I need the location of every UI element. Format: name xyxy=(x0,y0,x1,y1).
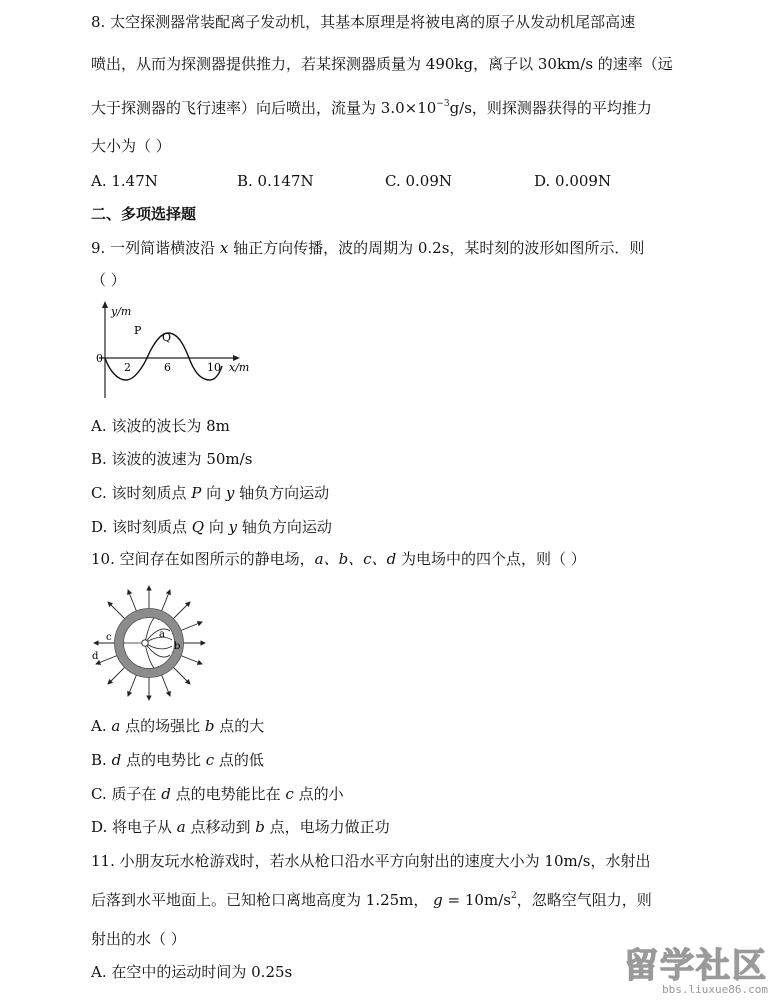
watermark-url: bbs.liuxue86.com xyxy=(662,983,768,996)
q10-option-b: B. d 点的电势比 c 点的低 xyxy=(91,751,264,769)
q8-line-4: 大小为（ ） xyxy=(91,137,171,155)
point-c-label: c xyxy=(106,632,112,643)
y-axis-label: y/m xyxy=(111,305,132,318)
q10-field-figure xyxy=(92,583,212,703)
point-b-label: b xyxy=(174,641,181,652)
q11-line-3: 射出的水（ ） xyxy=(91,930,186,948)
q9-option-b: B. 该波的波速为 50m/s xyxy=(91,450,253,468)
tick-label-2: 2 xyxy=(124,361,131,374)
q8-option-d: D. 0.009N xyxy=(534,172,612,190)
q8-option-b: B. 0.147N xyxy=(237,172,314,190)
q9-option-a: A. 该波的波长为 8m xyxy=(91,417,230,435)
point-q-label: Q xyxy=(162,331,172,344)
q8-line-3: 大于探测器的飞行速率）向后喷出，流量为 $3.0\times 10^{-3}g/s$，则探测器获得的平均推力 xyxy=(91,99,652,117)
watermark xyxy=(624,948,768,996)
section-title-multiple-choice: 二、多项选择题 xyxy=(91,205,197,223)
q9-line-2: （ ） xyxy=(91,271,126,289)
q10-option-d: D. 将电子从 a 点移动到 b 点，电场力做正功 xyxy=(91,818,390,836)
q9-option-c: C. 该时刻质点 P 向 y 轴负方向运动 xyxy=(91,484,330,502)
q9-wave-figure xyxy=(94,300,254,400)
q11-option-a: A. 在空中的运动时间为 0.25s xyxy=(91,963,293,981)
point-a-label: a xyxy=(159,629,165,640)
q9-option-d: D. 该时刻质点 Q 向 y 轴负方向运动 xyxy=(91,518,332,536)
q8-line-2: 喷出，从而为探测器提供推力，若某探测器质量为 490kg，离子以 30km/s 的速率（远 xyxy=(91,55,673,73)
q8-line-1: 8. 太空探测器常装配离子发动机，其基本原理是将被电离的原子从发动机尾部高速 xyxy=(91,13,636,31)
point-d-label: d xyxy=(92,651,99,662)
q8-option-c: C. 0.09N xyxy=(385,172,453,190)
q11-line-2: 后落到水平地面上。已知枪口离地高度为 1.25m， $g = 10m/s^2$，忽略空气阻力，则 xyxy=(91,891,652,909)
point-p-label: P xyxy=(134,324,142,337)
q10-option-a: A. a 点的场强比 b 点的大 xyxy=(91,717,265,735)
q8-option-a: A. 1.47N xyxy=(91,172,158,190)
tick-label-10: 10 xyxy=(207,361,221,374)
q9-line-1: 9. 一列简谐横波沿 x 轴正方向传播，波的周期为 0.2s，某时刻的波形如图所示．则 xyxy=(91,239,645,257)
q10-option-c: C. 质子在 d 点的电势能比在 c 点的小 xyxy=(91,785,344,803)
q10-line-1: 10. 空间存在如图所示的静电场，a、b、c、d 为电场中的四个点，则（ ） xyxy=(91,550,586,568)
watermark-title: 留学社区 xyxy=(624,946,768,986)
origin-label: 0 xyxy=(96,352,103,365)
q11-line-1: 11. 小朋友玩水枪游戏时，若水从枪口沿水平方向射出的速度大小为 10m/s，水射出 xyxy=(91,852,651,870)
tick-label-6: 6 xyxy=(164,361,171,374)
x-axis-label: x/m xyxy=(229,361,250,374)
